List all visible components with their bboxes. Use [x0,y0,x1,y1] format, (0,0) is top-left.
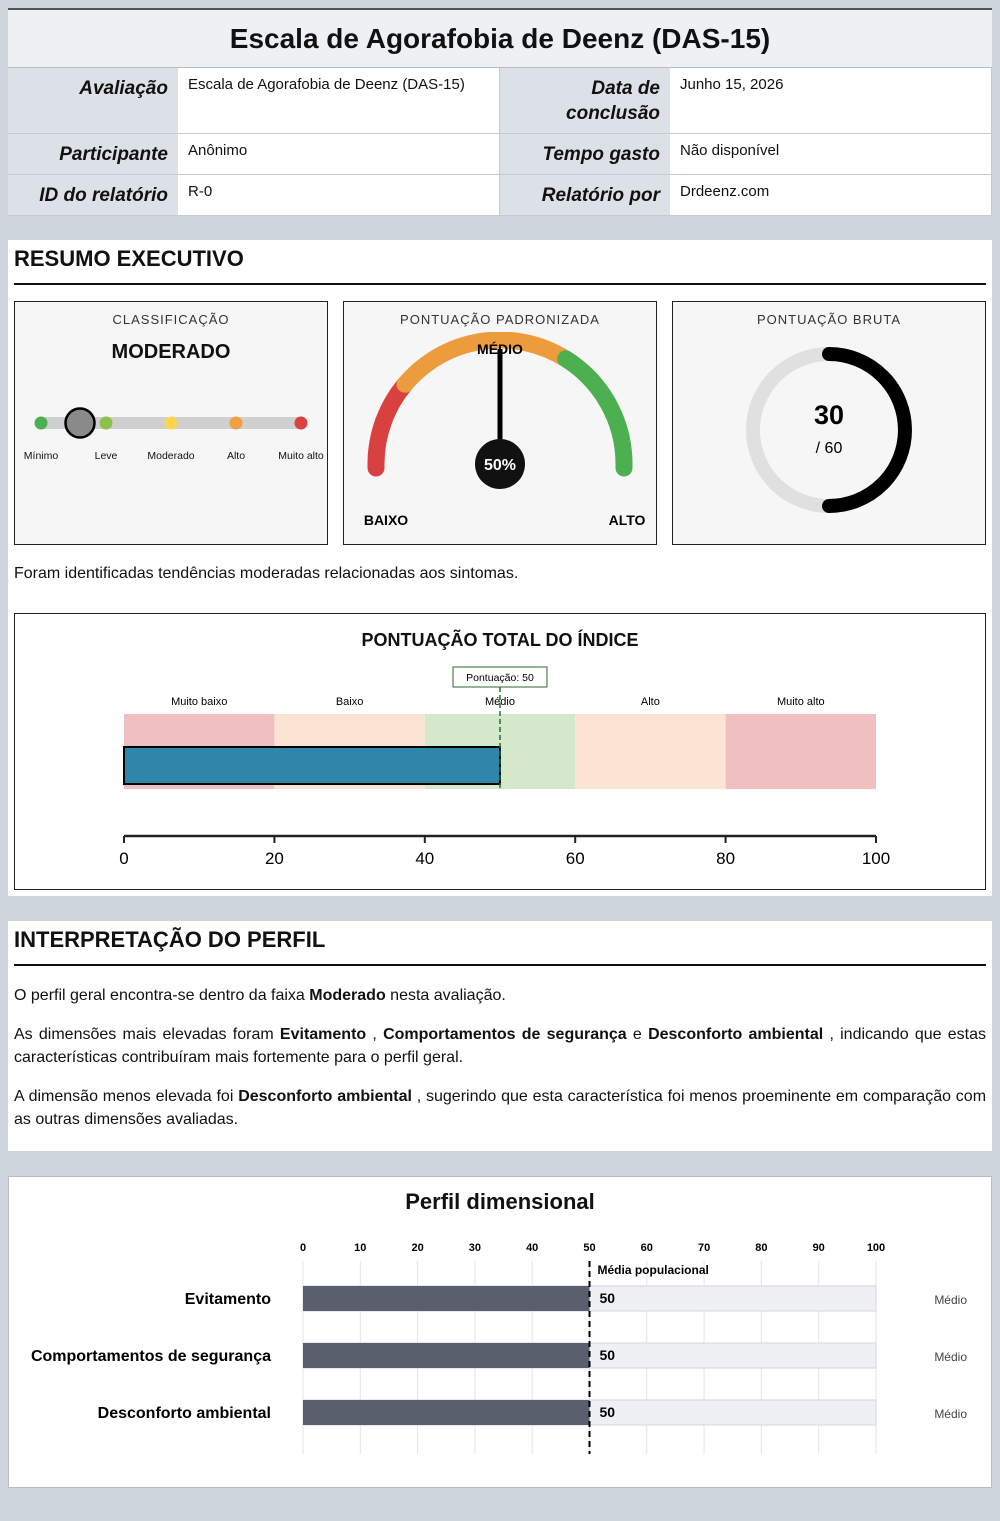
interpretation-paragraph-3: A dimensão menos elevada foi Desconforto ambiental , sugerindo que esta característica foi menos proeminente em comparação com as outras dimensões avaliadas. [14,1088,987,1128]
profile-tick-label: 70 [697,1242,711,1254]
executive-summary-section [8,240,992,896]
interpretation-paragraph-1: O perfil geral encontra-se dentro da faixa Moderado nesta avaliação. [14,987,506,1004]
info-grid [8,68,992,216]
gauge-high-label: ALTO [608,512,646,528]
gauge-low-segment [376,384,405,464]
participant-value: Anônimo [178,134,500,175]
profile-tick-label: 30 [468,1242,482,1254]
total-index-chart [14,613,986,890]
index-tick-label: 100 [861,849,891,868]
profile-tick-label: 60 [640,1242,653,1254]
index-band-label: Baixo [335,696,364,708]
classification-marker [66,409,95,438]
classification-dot [100,417,113,430]
profile-bar [303,1343,590,1368]
completion-value: Junho 15, 2026 [670,68,992,134]
report-id-label: ID do relatório [8,175,178,216]
profile-tick-label: 10 [354,1242,367,1254]
raw-score-ring [673,338,985,538]
executive-summary-title: RESUMO EXECUTIVO [14,240,986,285]
standardized-label: PONTUAÇÃO PADRONIZADA [400,312,600,327]
index-band-label: Médio [485,696,515,708]
classification-dot [165,417,178,430]
profile-level-label: Médio [934,1293,967,1307]
classification-value: MODERADO [111,341,231,363]
report-by-value: Drdeenz.com [670,175,992,216]
index-band [726,714,876,789]
profile-title: Perfil dimensional [405,1189,595,1214]
total-index-plot [15,659,985,889]
index-score-bar [124,747,500,784]
profile-tick-label: 20 [411,1242,424,1254]
interpretation-title: INTERPRETAÇÃO DO PERFIL [14,921,986,966]
profile-bar [303,1400,590,1425]
profile-tick-label: 90 [812,1242,825,1254]
raw-score-max: / 60 [815,440,843,457]
classification-scale-label: Leve [94,450,118,462]
profile-bar-value: 50 [599,1347,616,1363]
profile-level-label: Médio [934,1350,967,1364]
total-index-title: PONTUAÇÃO TOTAL DO ÍNDICE [361,630,639,650]
classification-scale-label: Moderado [147,450,195,462]
report-header [8,8,992,216]
raw-score-label: PONTUAÇÃO BRUTA [756,312,902,327]
classification-label: CLASSIFICAÇÃO [112,312,230,327]
participant-label: Participante [8,134,178,175]
profile-tick-label: 50 [583,1242,596,1254]
profile-dimension-label: Evitamento [184,1291,271,1308]
profile-bar [303,1286,590,1311]
completion-label: Data de conclusão [500,68,670,134]
profile-bar-value: 50 [599,1290,616,1306]
population-mean-label: Média populacional [597,1263,709,1277]
profile-bar-value: 50 [599,1404,616,1420]
classification-card [14,301,328,545]
interpretation-paragraph-2: As dimensões mais elevadas foram Evitamento , Comportamentos de segurança e Desconforto ambiental , indicando que estas características contribuíram mais fortemente para o perfil geral. [14,1026,987,1066]
report-id-value: R-0 [178,175,500,216]
time-label: Tempo gasto [500,134,670,175]
index-tick-label: 80 [716,849,736,868]
classification-scale [15,382,327,522]
dimensional-profile-chart [9,1232,991,1482]
index-score-callout-text: Pontuação: 50 [466,672,534,684]
classification-scale-label: Muito alto [278,450,324,462]
profile-tick-label: 40 [526,1242,539,1254]
gauge-low-label: BAIXO [363,512,409,528]
classification-scale-label: Mínimo [23,450,59,462]
index-band-label: Muito alto [776,696,825,708]
profile-dimension-label: Desconforto ambiental [97,1405,271,1422]
index-band-label: Muito baixo [171,696,228,708]
profile-tick-label: 0 [299,1242,307,1254]
standardized-card [343,301,657,545]
raw-score-card [672,301,986,545]
report-title: Escala de Agorafobia de Deenz (DAS-15) [8,10,992,68]
report-by-label: Relatório por [500,175,670,216]
index-tick-label: 40 [415,849,435,868]
profile-dimension-label: Comportamentos de segurança [30,1348,271,1365]
classification-scale-label: Alto [226,450,246,462]
gauge-value: 50% [483,457,517,474]
profile-tick-label: 80 [755,1242,768,1254]
dimensional-profile-section [8,1176,992,1488]
index-band [575,714,725,789]
gauge-top-label: MÉDIO [477,341,523,357]
summary-cards [14,301,986,545]
classification-dot [35,417,48,430]
classification-dot [230,417,243,430]
gauge-high-segment [566,359,624,464]
executive-summary-text: Foram identificadas tendências moderadas relacionadas aos sintomas. [14,565,519,582]
index-tick-label: 0 [119,849,129,868]
index-band-label: Alto [640,696,660,708]
classification-dot [295,417,308,430]
profile-interpretation-section [8,921,992,1151]
index-tick-label: 60 [565,849,585,868]
time-value: Não disponível [670,134,992,175]
assessment-value: Escala de Agorafobia de Deenz (DAS-15) [178,68,500,134]
standardized-gauge [344,332,656,542]
index-tick-label: 20 [264,849,284,868]
assessment-label: Avaliação [8,68,178,134]
profile-level-label: Médio [934,1407,967,1421]
raw-score-value: 30 [813,400,845,430]
raw-ring-progress [829,354,905,506]
profile-tick-label: 100 [866,1242,886,1254]
